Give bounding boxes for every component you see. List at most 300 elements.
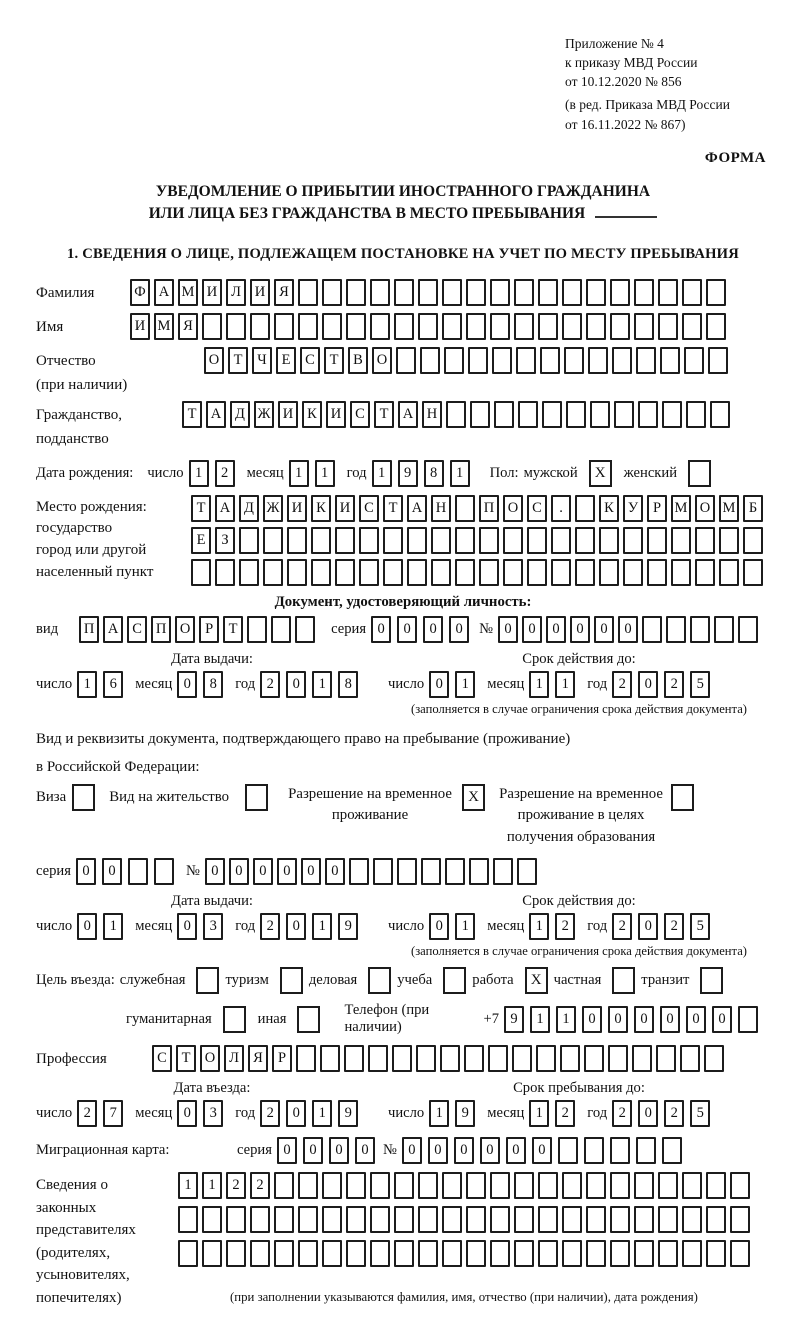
char-cell[interactable] [490,313,510,340]
char-cell[interactable] [538,1206,558,1233]
char-cell[interactable] [287,559,307,586]
char-cell[interactable] [346,313,366,340]
char-cell[interactable] [562,279,582,306]
char-cell[interactable] [632,1045,652,1072]
char-cell[interactable] [695,559,715,586]
char-cell[interactable]: К [302,401,322,428]
char-cell[interactable] [666,616,686,643]
char-cell[interactable] [446,401,466,428]
birthplace-cells-row3[interactable] [191,559,763,586]
char-cell[interactable]: 0 [286,913,306,940]
issue-year-cells[interactable] [260,671,358,698]
char-cell[interactable] [514,279,534,306]
representatives-cells-row2[interactable] [178,1206,750,1233]
char-cell[interactable]: А [206,401,226,428]
char-cell[interactable]: М [719,495,739,522]
char-cell[interactable] [418,1206,438,1233]
char-cell[interactable]: 1 [103,913,123,940]
char-cell[interactable] [466,1240,486,1267]
char-cell[interactable]: 0 [177,913,197,940]
char-cell[interactable]: 1 [312,913,332,940]
char-cell[interactable]: 1 [289,460,309,487]
char-cell[interactable]: С [359,495,379,522]
char-cell[interactable] [274,1240,294,1267]
char-cell[interactable]: С [127,616,147,643]
char-cell[interactable]: 0 [570,616,590,643]
char-cell[interactable]: М [178,279,198,306]
char-cell[interactable]: 9 [338,1100,358,1127]
char-cell[interactable] [396,347,416,374]
char-cell[interactable] [470,401,490,428]
char-cell[interactable] [514,313,534,340]
char-cell[interactable] [418,313,438,340]
char-cell[interactable] [383,559,403,586]
char-cell[interactable] [407,559,427,586]
char-cell[interactable]: 0 [449,616,469,643]
char-cell[interactable] [274,313,294,340]
char-cell[interactable]: Т [176,1045,196,1072]
char-cell[interactable] [538,313,558,340]
char-cell[interactable] [320,1045,340,1072]
char-cell[interactable]: . [551,495,571,522]
char-cell[interactable] [466,1172,486,1199]
char-cell[interactable]: 0 [522,616,542,643]
birth-day-cells[interactable] [189,460,235,487]
char-cell[interactable]: 1 [455,671,475,698]
char-cell[interactable] [287,527,307,554]
char-cell[interactable] [464,1045,484,1072]
char-cell[interactable] [418,1240,438,1267]
char-cell[interactable]: А [154,279,174,306]
char-cell[interactable] [442,313,462,340]
char-cell[interactable] [512,1045,532,1072]
char-cell[interactable] [442,1206,462,1233]
char-cell[interactable]: 1 [312,1100,332,1127]
stay-year-cells[interactable] [612,1100,710,1127]
char-cell[interactable] [634,1206,654,1233]
char-cell[interactable] [682,1240,702,1267]
res-expiry-day-cells[interactable] [429,913,475,940]
char-cell[interactable] [658,1240,678,1267]
char-cell[interactable]: 6 [103,671,123,698]
entry-month-cells[interactable] [177,1100,223,1127]
char-cell[interactable] [335,559,355,586]
char-cell[interactable] [394,1172,414,1199]
char-cell[interactable] [202,313,222,340]
char-cell[interactable] [658,1206,678,1233]
char-cell[interactable]: 0 [480,1137,500,1164]
char-cell[interactable] [274,1172,294,1199]
char-cell[interactable]: 0 [594,616,614,643]
char-cell[interactable]: Ч [252,347,272,374]
char-cell[interactable]: Т [324,347,344,374]
char-cell[interactable] [588,347,608,374]
birthplace-cells-row2[interactable] [191,527,763,554]
char-cell[interactable] [612,347,632,374]
char-cell[interactable]: Д [239,495,259,522]
char-cell[interactable]: 1 [178,1172,198,1199]
char-cell[interactable] [493,858,513,885]
char-cell[interactable] [658,1172,678,1199]
char-cell[interactable] [444,347,464,374]
char-cell[interactable]: У [623,495,643,522]
char-cell[interactable]: О [175,616,195,643]
char-cell[interactable] [247,616,267,643]
char-cell[interactable] [296,1045,316,1072]
char-cell[interactable]: 9 [504,1006,524,1033]
char-cell[interactable]: 8 [338,671,358,698]
char-cell[interactable] [682,1172,702,1199]
migration-number-cells[interactable] [402,1137,682,1164]
char-cell[interactable]: 0 [253,858,273,885]
char-cell[interactable] [538,1172,558,1199]
birthplace-cells-row1[interactable] [191,495,763,522]
char-cell[interactable] [730,1206,750,1233]
migration-series-cells[interactable] [277,1137,375,1164]
char-cell[interactable] [239,559,259,586]
char-cell[interactable]: 3 [203,913,223,940]
char-cell[interactable]: 1 [372,460,392,487]
char-cell[interactable] [202,1206,222,1233]
char-cell[interactable] [562,1240,582,1267]
char-cell[interactable] [394,1206,414,1233]
char-cell[interactable]: С [152,1045,172,1072]
char-cell[interactable]: 0 [325,858,345,885]
char-cell[interactable] [250,1206,270,1233]
char-cell[interactable] [490,279,510,306]
char-cell[interactable] [586,1206,606,1233]
doc-number-cells[interactable] [498,616,758,643]
char-cell[interactable] [298,1206,318,1233]
char-cell[interactable] [634,313,654,340]
char-cell[interactable]: 0 [229,858,249,885]
rvp-edu-checkbox[interactable] [671,784,694,811]
char-cell[interactable] [658,313,678,340]
char-cell[interactable] [671,527,691,554]
char-cell[interactable]: 0 [76,858,96,885]
char-cell[interactable] [634,1240,654,1267]
char-cell[interactable]: М [671,495,691,522]
char-cell[interactable]: 2 [612,913,632,940]
char-cell[interactable] [584,1045,604,1072]
char-cell[interactable]: О [204,347,224,374]
char-cell[interactable]: 0 [286,1100,306,1127]
char-cell[interactable]: 0 [506,1137,526,1164]
char-cell[interactable]: 0 [355,1137,375,1164]
char-cell[interactable] [536,1045,556,1072]
char-cell[interactable]: В [348,347,368,374]
char-cell[interactable] [322,313,342,340]
char-cell[interactable] [634,279,654,306]
char-cell[interactable] [608,1045,628,1072]
char-cell[interactable] [682,279,702,306]
char-cell[interactable]: 1 [529,1100,549,1127]
char-cell[interactable] [492,347,512,374]
char-cell[interactable]: 0 [277,858,297,885]
char-cell[interactable] [479,559,499,586]
char-cell[interactable]: 1 [429,1100,449,1127]
char-cell[interactable] [490,1240,510,1267]
char-cell[interactable] [490,1172,510,1199]
char-cell[interactable] [706,279,726,306]
char-cell[interactable] [706,1240,726,1267]
char-cell[interactable] [743,527,763,554]
char-cell[interactable]: 0 [546,616,566,643]
char-cell[interactable] [298,1172,318,1199]
char-cell[interactable] [660,347,680,374]
char-cell[interactable] [566,401,586,428]
char-cell[interactable]: 0 [712,1006,732,1033]
char-cell[interactable]: 9 [338,913,358,940]
transit-checkbox[interactable] [700,967,723,994]
char-cell[interactable]: 9 [455,1100,475,1127]
char-cell[interactable]: 2 [664,913,684,940]
char-cell[interactable] [710,401,730,428]
residence-series-cells[interactable] [76,858,174,885]
char-cell[interactable] [551,559,571,586]
char-cell[interactable]: Е [191,527,211,554]
char-cell[interactable] [368,1045,388,1072]
char-cell[interactable]: 0 [397,616,417,643]
char-cell[interactable]: 5 [690,913,710,940]
char-cell[interactable]: П [151,616,171,643]
char-cell[interactable] [586,279,606,306]
char-cell[interactable]: 0 [608,1006,628,1033]
char-cell[interactable]: Е [276,347,296,374]
char-cell[interactable] [586,1240,606,1267]
humanitarian-checkbox[interactable] [223,1006,246,1033]
char-cell[interactable]: 0 [423,616,443,643]
char-cell[interactable] [455,559,475,586]
char-cell[interactable]: 0 [638,913,658,940]
char-cell[interactable] [503,527,523,554]
char-cell[interactable] [680,1045,700,1072]
char-cell[interactable] [642,616,662,643]
expiry-year-cells[interactable] [612,671,710,698]
char-cell[interactable] [469,858,489,885]
char-cell[interactable]: Т [191,495,211,522]
entry-year-cells[interactable] [260,1100,358,1127]
char-cell[interactable] [154,858,174,885]
char-cell[interactable] [178,1240,198,1267]
char-cell[interactable] [590,401,610,428]
char-cell[interactable]: 0 [498,616,518,643]
char-cell[interactable] [440,1045,460,1072]
char-cell[interactable]: 8 [424,460,444,487]
char-cell[interactable]: 1 [529,671,549,698]
char-cell[interactable]: М [154,313,174,340]
char-cell[interactable]: 2 [612,1100,632,1127]
char-cell[interactable] [540,347,560,374]
char-cell[interactable] [586,313,606,340]
char-cell[interactable]: Л [226,279,246,306]
char-cell[interactable]: К [311,495,331,522]
char-cell[interactable]: 1 [189,460,209,487]
res-issue-month-cells[interactable] [177,913,223,940]
char-cell[interactable]: 1 [530,1006,550,1033]
char-cell[interactable] [466,279,486,306]
char-cell[interactable] [638,401,658,428]
sex-female-checkbox[interactable] [688,460,711,487]
firstname-cells[interactable] [130,313,726,340]
char-cell[interactable] [514,1240,534,1267]
char-cell[interactable] [394,279,414,306]
char-cell[interactable] [558,1137,578,1164]
char-cell[interactable] [514,1206,534,1233]
char-cell[interactable]: 2 [260,913,280,940]
char-cell[interactable] [418,1172,438,1199]
char-cell[interactable]: 0 [638,671,658,698]
res-issue-year-cells[interactable] [260,913,358,940]
char-cell[interactable] [394,313,414,340]
char-cell[interactable] [584,1137,604,1164]
char-cell[interactable] [690,616,710,643]
char-cell[interactable] [575,559,595,586]
char-cell[interactable] [370,313,390,340]
char-cell[interactable]: 2 [77,1100,97,1127]
char-cell[interactable]: 0 [177,1100,197,1127]
char-cell[interactable] [442,1240,462,1267]
char-cell[interactable]: О [695,495,715,522]
char-cell[interactable]: 2 [226,1172,246,1199]
char-cell[interactable] [466,313,486,340]
char-cell[interactable] [658,279,678,306]
representatives-cells-row3[interactable] [178,1240,750,1267]
char-cell[interactable] [647,527,667,554]
char-cell[interactable] [542,401,562,428]
char-cell[interactable] [370,1240,390,1267]
char-cell[interactable] [239,527,259,554]
char-cell[interactable] [215,559,235,586]
char-cell[interactable] [322,1206,342,1233]
char-cell[interactable]: 1 [556,1006,576,1033]
char-cell[interactable]: Я [248,1045,268,1072]
char-cell[interactable] [708,347,728,374]
char-cell[interactable] [634,1172,654,1199]
char-cell[interactable] [128,858,148,885]
char-cell[interactable] [431,559,451,586]
char-cell[interactable] [250,313,270,340]
char-cell[interactable] [706,313,726,340]
char-cell[interactable] [250,1240,270,1267]
char-cell[interactable] [743,559,763,586]
char-cell[interactable] [527,559,547,586]
char-cell[interactable]: 7 [103,1100,123,1127]
char-cell[interactable]: 1 [455,913,475,940]
char-cell[interactable] [416,1045,436,1072]
char-cell[interactable]: Д [230,401,250,428]
char-cell[interactable] [599,527,619,554]
char-cell[interactable] [656,1045,676,1072]
char-cell[interactable]: Ж [263,495,283,522]
char-cell[interactable] [562,313,582,340]
char-cell[interactable]: А [215,495,235,522]
birth-month-cells[interactable] [289,460,335,487]
char-cell[interactable]: 0 [286,671,306,698]
official-checkbox[interactable] [196,967,219,994]
char-cell[interactable] [647,559,667,586]
char-cell[interactable] [359,559,379,586]
private-checkbox[interactable] [612,967,635,994]
char-cell[interactable] [226,1206,246,1233]
char-cell[interactable]: Р [647,495,667,522]
char-cell[interactable] [575,495,595,522]
other-checkbox[interactable] [297,1006,320,1033]
char-cell[interactable] [527,527,547,554]
expiry-day-cells[interactable] [429,671,475,698]
char-cell[interactable]: 2 [260,671,280,698]
char-cell[interactable]: 2 [260,1100,280,1127]
char-cell[interactable] [538,1240,558,1267]
char-cell[interactable]: 0 [329,1137,349,1164]
char-cell[interactable] [335,527,355,554]
char-cell[interactable] [488,1045,508,1072]
char-cell[interactable] [610,1172,630,1199]
char-cell[interactable] [503,559,523,586]
char-cell[interactable] [479,527,499,554]
char-cell[interactable]: 1 [315,460,335,487]
char-cell[interactable] [455,527,475,554]
res-expiry-month-cells[interactable] [529,913,575,940]
char-cell[interactable]: Я [178,313,198,340]
char-cell[interactable] [346,1172,366,1199]
char-cell[interactable]: 0 [429,913,449,940]
char-cell[interactable] [468,347,488,374]
char-cell[interactable] [575,527,595,554]
profession-cells[interactable] [152,1045,724,1072]
char-cell[interactable]: 2 [215,460,235,487]
char-cell[interactable]: 0 [532,1137,552,1164]
char-cell[interactable] [191,559,211,586]
char-cell[interactable]: 0 [429,671,449,698]
char-cell[interactable] [714,616,734,643]
residence-number-cells[interactable] [205,858,537,885]
char-cell[interactable] [738,1006,758,1033]
stay-day-cells[interactable] [429,1100,475,1127]
char-cell[interactable] [431,527,451,554]
expiry-month-cells[interactable] [529,671,575,698]
char-cell[interactable]: Ж [254,401,274,428]
char-cell[interactable]: 1 [77,671,97,698]
res-issue-day-cells[interactable] [77,913,123,940]
char-cell[interactable] [455,495,475,522]
char-cell[interactable]: 2 [555,913,575,940]
char-cell[interactable] [418,279,438,306]
char-cell[interactable] [564,347,584,374]
char-cell[interactable]: 5 [690,1100,710,1127]
char-cell[interactable] [311,527,331,554]
rvp-checkbox[interactable]: X [462,784,485,811]
phone-cells[interactable] [504,1006,758,1033]
char-cell[interactable] [202,1240,222,1267]
char-cell[interactable] [322,1172,342,1199]
char-cell[interactable] [730,1172,750,1199]
char-cell[interactable]: 0 [686,1006,706,1033]
doc-kind-cells[interactable] [79,616,315,643]
char-cell[interactable] [538,279,558,306]
char-cell[interactable] [623,527,643,554]
char-cell[interactable] [671,559,691,586]
char-cell[interactable]: О [200,1045,220,1072]
stay-month-cells[interactable] [529,1100,575,1127]
char-cell[interactable] [346,1206,366,1233]
char-cell[interactable]: 0 [277,1137,297,1164]
char-cell[interactable] [322,279,342,306]
char-cell[interactable]: И [202,279,222,306]
patronymic-cells[interactable] [204,347,728,374]
char-cell[interactable] [271,616,291,643]
char-cell[interactable] [610,1206,630,1233]
